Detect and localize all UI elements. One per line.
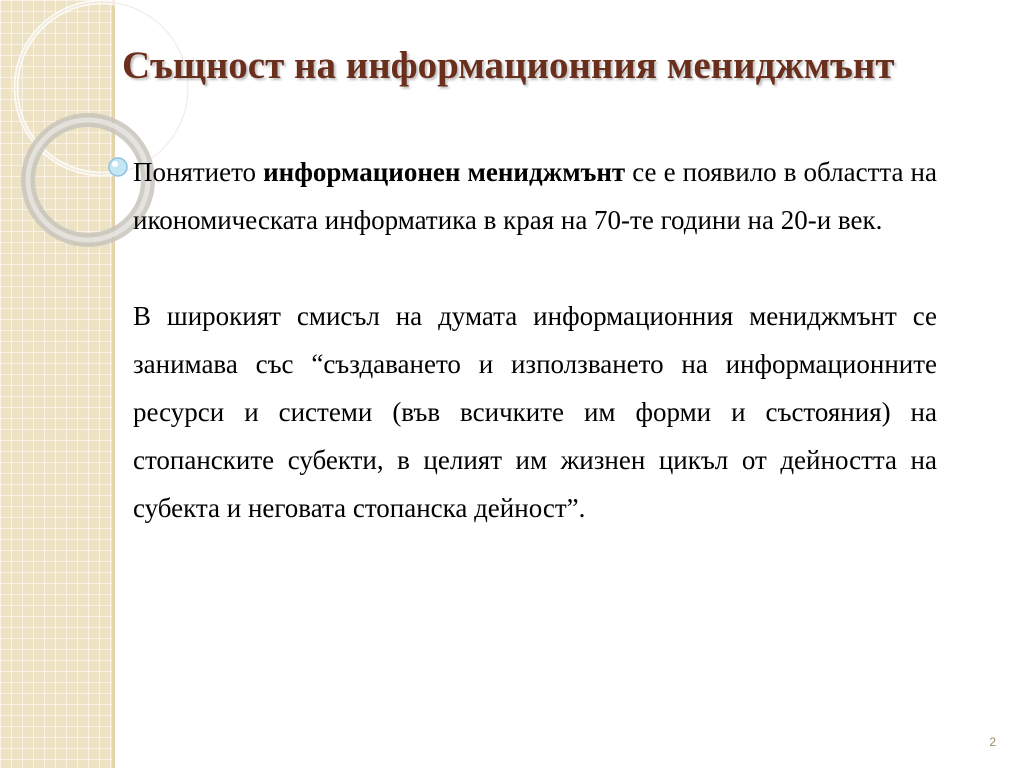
paragraph-2: В широкият смисъл на думата информационния мениджмънт се занимава със “създаването и използването на информационните ресурси и системи (във всичките им форми и състояния) на стопанските субекти, в целият им жизнен цикъл от дейността на субекта и неговата стопанска дейност”. bbox=[133, 301, 937, 523]
slide-title: Същност на информационния мениджмънт bbox=[122, 44, 895, 87]
bullet-dot-icon bbox=[109, 158, 127, 176]
page-number: 2 bbox=[989, 735, 996, 749]
paragraph-1 bbox=[133, 148, 937, 244]
paragraph-1-before: Понятието bbox=[133, 157, 264, 187]
slide-content bbox=[133, 148, 937, 532]
paragraph-1-after: се е появило в областта на икономическата информатика в края на 70-те години на 20-и век. bbox=[133, 157, 937, 235]
paragraph-1-bold-term: информационен мениджмънт bbox=[263, 157, 626, 187]
